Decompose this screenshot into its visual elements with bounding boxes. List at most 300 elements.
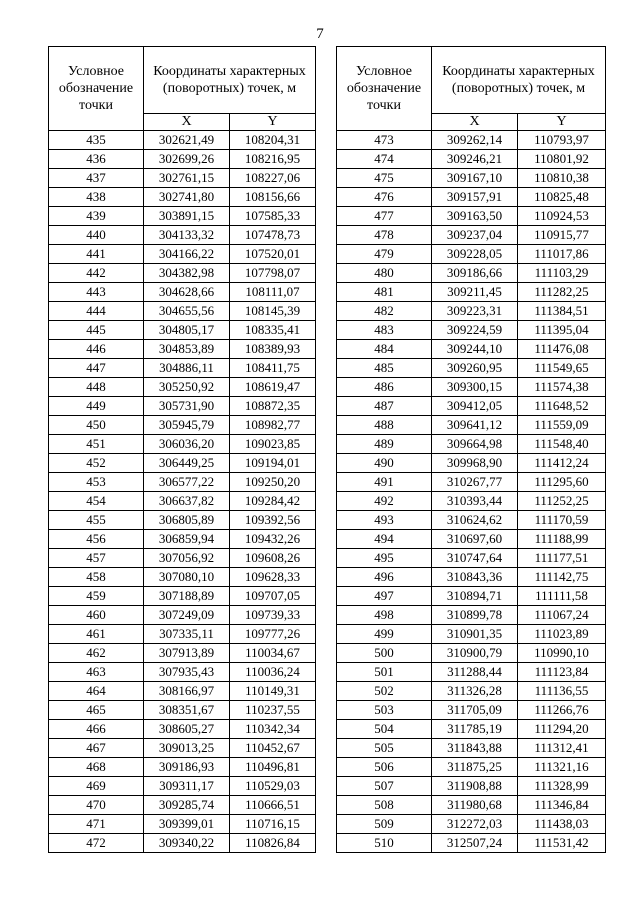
x-coordinate-cell: 309246,21	[432, 150, 518, 169]
x-coordinate-cell: 309157,91	[432, 188, 518, 207]
x-coordinate-cell: 311980,68	[432, 796, 518, 815]
point-number-cell: 467	[49, 739, 144, 758]
point-number-cell: 456	[49, 530, 144, 549]
y-coordinate-cell: 108204,31	[230, 131, 316, 150]
header-y-label: Y	[518, 114, 606, 131]
x-coordinate-cell: 304853,89	[144, 340, 230, 359]
x-coordinate-cell: 309262,14	[432, 131, 518, 150]
y-coordinate-cell: 107798,07	[230, 264, 316, 283]
point-number-cell: 506	[337, 758, 432, 777]
point-number-cell: 442	[49, 264, 144, 283]
y-coordinate-cell: 109392,56	[230, 511, 316, 530]
y-coordinate-cell: 111017,86	[518, 245, 606, 264]
table-row	[49, 758, 316, 777]
y-coordinate-cell: 111531,42	[518, 834, 606, 853]
y-coordinate-cell: 111548,40	[518, 435, 606, 454]
table-row	[337, 549, 606, 568]
table-row	[49, 549, 316, 568]
x-coordinate-cell: 305945,79	[144, 416, 230, 435]
table-row	[49, 397, 316, 416]
table-row	[49, 207, 316, 226]
table-row	[337, 834, 606, 853]
y-coordinate-cell: 109023,85	[230, 435, 316, 454]
x-coordinate-cell: 309228,05	[432, 245, 518, 264]
y-coordinate-cell: 110036,24	[230, 663, 316, 682]
table-row	[49, 739, 316, 758]
header-coords-label: Координаты характерных (поворотных) точек, м	[144, 47, 316, 114]
x-coordinate-cell: 307188,89	[144, 587, 230, 606]
x-coordinate-cell: 309399,01	[144, 815, 230, 834]
y-coordinate-cell: 111266,76	[518, 701, 606, 720]
x-coordinate-cell: 306859,94	[144, 530, 230, 549]
point-number-cell: 503	[337, 701, 432, 720]
y-coordinate-cell: 110826,84	[230, 834, 316, 853]
table-row	[337, 663, 606, 682]
x-coordinate-cell: 309260,95	[432, 359, 518, 378]
x-coordinate-cell: 309244,10	[432, 340, 518, 359]
point-number-cell: 476	[337, 188, 432, 207]
point-number-cell: 480	[337, 264, 432, 283]
y-coordinate-cell: 109739,33	[230, 606, 316, 625]
y-coordinate-cell: 108389,93	[230, 340, 316, 359]
point-number-cell: 440	[49, 226, 144, 245]
table-row	[337, 796, 606, 815]
table-row	[337, 701, 606, 720]
table-body-left	[49, 131, 316, 853]
x-coordinate-cell: 307913,89	[144, 644, 230, 663]
point-number-cell: 484	[337, 340, 432, 359]
table-row	[49, 473, 316, 492]
y-coordinate-cell: 111321,16	[518, 758, 606, 777]
table-row	[49, 625, 316, 644]
table-row	[337, 454, 606, 473]
point-number-cell: 475	[337, 169, 432, 188]
y-coordinate-cell: 111067,24	[518, 606, 606, 625]
x-coordinate-cell: 310900,79	[432, 644, 518, 663]
x-coordinate-cell: 304166,22	[144, 245, 230, 264]
point-number-cell: 438	[49, 188, 144, 207]
table-row	[49, 169, 316, 188]
y-coordinate-cell: 108411,75	[230, 359, 316, 378]
point-number-cell: 501	[337, 663, 432, 682]
y-coordinate-cell: 111438,03	[518, 815, 606, 834]
x-coordinate-cell: 309664,98	[432, 435, 518, 454]
x-coordinate-cell: 302621,49	[144, 131, 230, 150]
x-coordinate-cell: 309167,10	[432, 169, 518, 188]
point-number-cell: 461	[49, 625, 144, 644]
point-number-cell: 505	[337, 739, 432, 758]
coordinates-table-left	[48, 46, 316, 853]
point-number-cell: 452	[49, 454, 144, 473]
x-coordinate-cell: 308605,27	[144, 720, 230, 739]
table-row	[337, 758, 606, 777]
x-coordinate-cell: 312272,03	[432, 815, 518, 834]
point-number-cell: 464	[49, 682, 144, 701]
table-row	[49, 834, 316, 853]
x-coordinate-cell: 305731,90	[144, 397, 230, 416]
x-coordinate-cell: 310899,78	[432, 606, 518, 625]
table-row	[337, 397, 606, 416]
y-coordinate-cell: 110237,55	[230, 701, 316, 720]
y-coordinate-cell: 108111,07	[230, 283, 316, 302]
x-coordinate-cell: 311908,88	[432, 777, 518, 796]
point-number-cell: 494	[337, 530, 432, 549]
point-number-cell: 454	[49, 492, 144, 511]
point-number-cell: 455	[49, 511, 144, 530]
table-row	[49, 264, 316, 283]
y-coordinate-cell: 111549,65	[518, 359, 606, 378]
point-number-cell: 458	[49, 568, 144, 587]
x-coordinate-cell: 305250,92	[144, 378, 230, 397]
point-number-cell: 493	[337, 511, 432, 530]
point-number-cell: 471	[49, 815, 144, 834]
x-coordinate-cell: 309224,59	[432, 321, 518, 340]
y-coordinate-cell: 111312,41	[518, 739, 606, 758]
table-row	[49, 131, 316, 150]
x-coordinate-cell: 310901,35	[432, 625, 518, 644]
point-number-cell: 482	[337, 302, 432, 321]
point-number-cell: 495	[337, 549, 432, 568]
y-coordinate-cell: 110716,15	[230, 815, 316, 834]
point-number-cell: 500	[337, 644, 432, 663]
x-coordinate-cell: 309013,25	[144, 739, 230, 758]
x-coordinate-cell: 309968,90	[432, 454, 518, 473]
table-row	[49, 568, 316, 587]
point-number-cell: 483	[337, 321, 432, 340]
y-coordinate-cell: 108619,47	[230, 378, 316, 397]
table-row	[49, 701, 316, 720]
table-row	[337, 283, 606, 302]
y-coordinate-cell: 111395,04	[518, 321, 606, 340]
point-number-cell: 490	[337, 454, 432, 473]
x-coordinate-cell: 309186,66	[432, 264, 518, 283]
y-coordinate-cell: 111384,51	[518, 302, 606, 321]
point-number-cell: 492	[337, 492, 432, 511]
table-row	[337, 378, 606, 397]
x-coordinate-cell: 307335,11	[144, 625, 230, 644]
table-row	[337, 416, 606, 435]
y-coordinate-cell: 110666,51	[230, 796, 316, 815]
table-row	[337, 530, 606, 549]
y-coordinate-cell: 110915,77	[518, 226, 606, 245]
y-coordinate-cell: 111295,60	[518, 473, 606, 492]
y-coordinate-cell: 111574,38	[518, 378, 606, 397]
x-coordinate-cell: 302741,80	[144, 188, 230, 207]
x-coordinate-cell: 311843,88	[432, 739, 518, 758]
y-coordinate-cell: 110801,92	[518, 150, 606, 169]
y-coordinate-cell: 108982,77	[230, 416, 316, 435]
x-coordinate-cell: 310747,64	[432, 549, 518, 568]
table-row	[337, 188, 606, 207]
point-number-cell: 441	[49, 245, 144, 264]
point-number-cell: 486	[337, 378, 432, 397]
y-coordinate-cell: 109284,42	[230, 492, 316, 511]
y-coordinate-cell: 111476,08	[518, 340, 606, 359]
x-coordinate-cell: 306036,20	[144, 435, 230, 454]
point-number-cell: 447	[49, 359, 144, 378]
point-number-cell: 445	[49, 321, 144, 340]
point-number-cell: 491	[337, 473, 432, 492]
point-number-cell: 463	[49, 663, 144, 682]
table-row	[49, 682, 316, 701]
point-number-cell: 437	[49, 169, 144, 188]
table-row	[337, 777, 606, 796]
table-row	[337, 435, 606, 454]
table-row	[49, 226, 316, 245]
y-coordinate-cell: 111023,89	[518, 625, 606, 644]
table-row	[49, 644, 316, 663]
table-row	[337, 492, 606, 511]
x-coordinate-cell: 311705,09	[432, 701, 518, 720]
table-row	[337, 340, 606, 359]
table-row	[337, 169, 606, 188]
point-number-cell: 504	[337, 720, 432, 739]
y-coordinate-cell: 109707,05	[230, 587, 316, 606]
table-row	[337, 644, 606, 663]
table-row	[337, 207, 606, 226]
table-row	[49, 302, 316, 321]
x-coordinate-cell: 306805,89	[144, 511, 230, 530]
y-coordinate-cell: 110342,34	[230, 720, 316, 739]
x-coordinate-cell: 312507,24	[432, 834, 518, 853]
x-coordinate-cell: 310894,71	[432, 587, 518, 606]
y-coordinate-cell: 109432,26	[230, 530, 316, 549]
table-row	[337, 226, 606, 245]
point-number-cell: 477	[337, 207, 432, 226]
point-number-cell: 488	[337, 416, 432, 435]
table-row	[337, 568, 606, 587]
x-coordinate-cell: 309641,12	[432, 416, 518, 435]
y-coordinate-cell: 107520,01	[230, 245, 316, 264]
table-row	[337, 587, 606, 606]
x-coordinate-cell: 311785,19	[432, 720, 518, 739]
x-coordinate-cell: 308351,67	[144, 701, 230, 720]
y-coordinate-cell: 108335,41	[230, 321, 316, 340]
y-coordinate-cell: 107585,33	[230, 207, 316, 226]
x-coordinate-cell: 304382,98	[144, 264, 230, 283]
y-coordinate-cell: 108216,95	[230, 150, 316, 169]
table-row	[337, 131, 606, 150]
x-coordinate-cell: 306449,25	[144, 454, 230, 473]
table-row	[337, 245, 606, 264]
x-coordinate-cell: 310624,62	[432, 511, 518, 530]
x-coordinate-cell: 306577,22	[144, 473, 230, 492]
x-coordinate-cell: 311875,25	[432, 758, 518, 777]
point-number-cell: 468	[49, 758, 144, 777]
y-coordinate-cell: 111123,84	[518, 663, 606, 682]
x-coordinate-cell: 307056,92	[144, 549, 230, 568]
x-coordinate-cell: 306637,82	[144, 492, 230, 511]
table-body-right	[337, 131, 606, 853]
y-coordinate-cell: 111648,52	[518, 397, 606, 416]
table-row	[49, 245, 316, 264]
header-coords-label: Координаты характерных (поворотных) точек, м	[432, 47, 606, 114]
point-number-cell: 469	[49, 777, 144, 796]
y-coordinate-cell: 110924,53	[518, 207, 606, 226]
point-number-cell: 502	[337, 682, 432, 701]
table-row	[49, 435, 316, 454]
point-number-cell: 457	[49, 549, 144, 568]
x-coordinate-cell: 309412,05	[432, 397, 518, 416]
table-row	[337, 359, 606, 378]
point-number-cell: 487	[337, 397, 432, 416]
y-coordinate-cell: 111282,25	[518, 283, 606, 302]
table-row	[49, 587, 316, 606]
y-coordinate-cell: 111103,29	[518, 264, 606, 283]
point-number-cell: 453	[49, 473, 144, 492]
point-number-cell: 435	[49, 131, 144, 150]
x-coordinate-cell: 302699,26	[144, 150, 230, 169]
y-coordinate-cell: 111177,51	[518, 549, 606, 568]
x-coordinate-cell: 309285,74	[144, 796, 230, 815]
header-point-label: Условное обозначение точки	[337, 47, 432, 131]
table-row	[49, 340, 316, 359]
table-row	[49, 454, 316, 473]
y-coordinate-cell: 108145,39	[230, 302, 316, 321]
table-row	[49, 378, 316, 397]
x-coordinate-cell: 307249,09	[144, 606, 230, 625]
point-number-cell: 439	[49, 207, 144, 226]
table-row	[49, 777, 316, 796]
x-coordinate-cell: 310393,44	[432, 492, 518, 511]
header-point-label: Условное обозначение точки	[49, 47, 144, 131]
y-coordinate-cell: 109194,01	[230, 454, 316, 473]
point-number-cell: 472	[49, 834, 144, 853]
y-coordinate-cell: 111142,75	[518, 568, 606, 587]
y-coordinate-cell: 110793,97	[518, 131, 606, 150]
table-row	[337, 739, 606, 758]
x-coordinate-cell: 311326,28	[432, 682, 518, 701]
point-number-cell: 473	[337, 131, 432, 150]
table-row	[49, 530, 316, 549]
y-coordinate-cell: 110452,67	[230, 739, 316, 758]
table-row	[49, 511, 316, 530]
point-number-cell: 450	[49, 416, 144, 435]
y-coordinate-cell: 111136,55	[518, 682, 606, 701]
x-coordinate-cell: 309211,45	[432, 283, 518, 302]
table-row	[337, 302, 606, 321]
point-number-cell: 496	[337, 568, 432, 587]
table-row	[337, 150, 606, 169]
x-coordinate-cell: 310843,36	[432, 568, 518, 587]
y-coordinate-cell: 111170,59	[518, 511, 606, 530]
y-coordinate-cell: 108156,66	[230, 188, 316, 207]
y-coordinate-cell: 111294,20	[518, 720, 606, 739]
y-coordinate-cell: 111188,99	[518, 530, 606, 549]
point-number-cell: 508	[337, 796, 432, 815]
x-coordinate-cell: 307935,43	[144, 663, 230, 682]
y-coordinate-cell: 109608,26	[230, 549, 316, 568]
x-coordinate-cell: 304655,56	[144, 302, 230, 321]
y-coordinate-cell: 108227,06	[230, 169, 316, 188]
x-coordinate-cell: 303891,15	[144, 207, 230, 226]
point-number-cell: 474	[337, 150, 432, 169]
x-coordinate-cell: 304886,11	[144, 359, 230, 378]
y-coordinate-cell: 111412,24	[518, 454, 606, 473]
x-coordinate-cell: 304628,66	[144, 283, 230, 302]
y-coordinate-cell: 111559,09	[518, 416, 606, 435]
table-row	[49, 359, 316, 378]
y-coordinate-cell: 110810,38	[518, 169, 606, 188]
table-row	[49, 663, 316, 682]
y-coordinate-cell: 110825,48	[518, 188, 606, 207]
table-row	[337, 720, 606, 739]
x-coordinate-cell: 309223,31	[432, 302, 518, 321]
table-row	[337, 473, 606, 492]
table-row	[337, 625, 606, 644]
x-coordinate-cell: 308166,97	[144, 682, 230, 701]
point-number-cell: 498	[337, 606, 432, 625]
x-coordinate-cell: 310267,77	[432, 473, 518, 492]
coordinates-table-right	[336, 46, 606, 853]
y-coordinate-cell: 111346,84	[518, 796, 606, 815]
table-row	[337, 511, 606, 530]
x-coordinate-cell: 302761,15	[144, 169, 230, 188]
point-number-cell: 462	[49, 644, 144, 663]
y-coordinate-cell: 110034,67	[230, 644, 316, 663]
point-number-cell: 448	[49, 378, 144, 397]
table-row	[337, 682, 606, 701]
y-coordinate-cell: 110496,81	[230, 758, 316, 777]
y-coordinate-cell: 109250,20	[230, 473, 316, 492]
x-coordinate-cell: 309300,15	[432, 378, 518, 397]
point-number-cell: 489	[337, 435, 432, 454]
point-number-cell: 499	[337, 625, 432, 644]
table-row	[49, 606, 316, 625]
header-x-label: X	[432, 114, 518, 131]
y-coordinate-cell: 111111,58	[518, 587, 606, 606]
point-number-cell: 485	[337, 359, 432, 378]
y-coordinate-cell: 111252,25	[518, 492, 606, 511]
y-coordinate-cell: 109777,26	[230, 625, 316, 644]
x-coordinate-cell: 310697,60	[432, 530, 518, 549]
point-number-cell: 443	[49, 283, 144, 302]
table-row	[49, 720, 316, 739]
y-coordinate-cell: 107478,73	[230, 226, 316, 245]
header-x-label: X	[144, 114, 230, 131]
table-row	[337, 815, 606, 834]
point-number-cell: 465	[49, 701, 144, 720]
y-coordinate-cell: 109628,33	[230, 568, 316, 587]
y-coordinate-cell: 110149,31	[230, 682, 316, 701]
table-row	[49, 188, 316, 207]
table-row	[49, 815, 316, 834]
x-coordinate-cell: 309186,93	[144, 758, 230, 777]
page-number: 7	[316, 26, 324, 42]
point-number-cell: 509	[337, 815, 432, 834]
table-row	[49, 492, 316, 511]
table-row	[49, 321, 316, 340]
table-row	[337, 264, 606, 283]
y-coordinate-cell: 111328,99	[518, 777, 606, 796]
point-number-cell: 444	[49, 302, 144, 321]
point-number-cell: 478	[337, 226, 432, 245]
table-row	[337, 321, 606, 340]
table-row	[49, 416, 316, 435]
point-number-cell: 466	[49, 720, 144, 739]
point-number-cell: 470	[49, 796, 144, 815]
x-coordinate-cell: 309237,04	[432, 226, 518, 245]
point-number-cell: 446	[49, 340, 144, 359]
x-coordinate-cell: 309163,50	[432, 207, 518, 226]
point-number-cell: 510	[337, 834, 432, 853]
x-coordinate-cell: 309340,22	[144, 834, 230, 853]
x-coordinate-cell: 304805,17	[144, 321, 230, 340]
y-coordinate-cell: 110990,10	[518, 644, 606, 663]
table-row	[337, 606, 606, 625]
point-number-cell: 459	[49, 587, 144, 606]
header-y-label: Y	[230, 114, 316, 131]
